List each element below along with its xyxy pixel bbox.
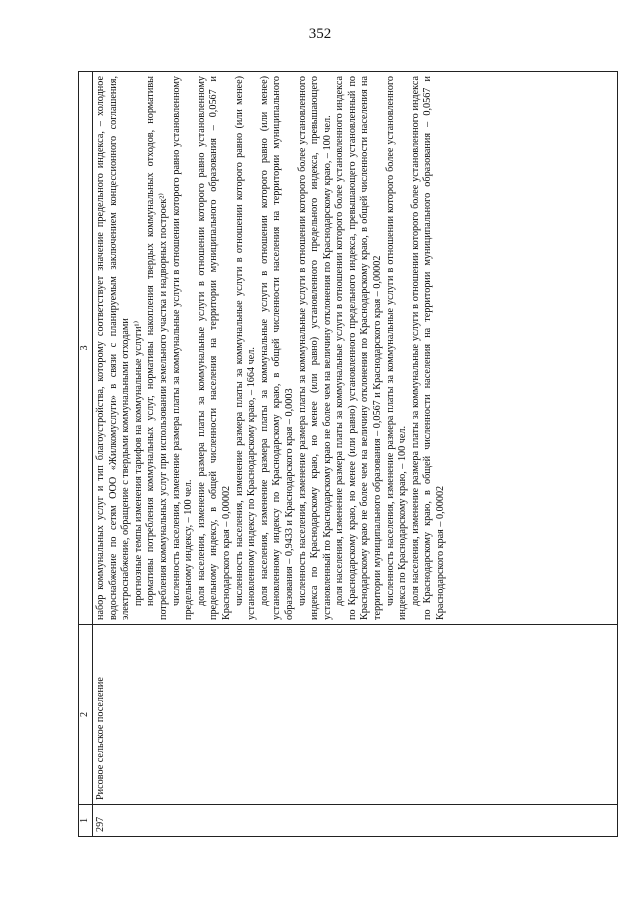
paragraph: доля населения, изменение размера платы за коммунальные услуги в отношении которого равно (или менее) установленному индексу по Краснодарскому краю, в общей численности населения на территории муниципального образования – 0,9433 и Краснодарского края – 0,0003 — [258, 76, 295, 620]
paragraph: набор коммунальных услуг и тип благоустройства, которому соответствует значение предельного индекса, – холодное водоснабжение по сетям ООО «Жилкомуслуги» в связи с планируемым заключением концессионного соглашения, электроснабжение, обращение с твердыми коммунальными отходами — [95, 76, 132, 620]
paragraph: нормативы потребления коммунальных услуг, нормативы накопления твердых коммунальных отходов, нормативы потребления коммунальных услуг при использовании земельного участка и надворных построек²⁾ — [145, 76, 169, 620]
paragraph: доля населения, изменение размера платы за коммунальные услуги в отношении которого равно установленному предельному индексу, в общей численности населения на территории муниципального образования – 0,0567 и Краснодарского края – 0,00002 — [195, 76, 232, 620]
header-col-2: 2 — [79, 625, 93, 805]
settlement-name: Рисовое сельское поселение — [93, 625, 618, 805]
header-col-1: 1 — [79, 805, 93, 837]
page-number: 352 — [308, 26, 332, 42]
row-number: 297 — [93, 805, 618, 837]
paragraph: прогнозные темпы изменения тарифов на коммунальные услуги¹⁾ — [132, 320, 144, 606]
row-content — [93, 72, 618, 625]
tariff-table — [78, 71, 618, 837]
paragraph: численность населения, изменение размера платы за коммунальные услуги в отношении которого равно (или менее) установленному индексу по Краснодарскому краю, – 1664 чел. — [233, 76, 258, 620]
header-row — [79, 72, 93, 837]
paragraph: численность населения, изменение размера платы за коммунальные услуги в отношении которого более установленного индекса по Краснодарскому краю, – 100 чел. — [384, 76, 409, 620]
paragraph: доля населения, изменение размера платы за коммунальные услуги в отношении которого более установленного индекса по Краснодарскому краю, в общей численности населения на территории муниципального образования – 0,0567 и Краснодарского края – 0,00002 — [409, 76, 447, 620]
table-container — [78, 72, 618, 837]
table-row — [93, 72, 618, 837]
paragraph: доля населения, изменение размера платы за коммунальные услуги в отношении которого более установленного индекса по Краснодарскому краю, но менее (или равно) установленного предельного индекса, превышающего установленный по Краснодарскому краю не более чем на величину отклонения по Краснодарскому краю, в общей численности населения на территории муниципального образования – 0,0567 и Краснодарского края – 0,00002 — [334, 76, 384, 620]
header-col-3: 3 — [79, 72, 93, 625]
paragraph: численность населения, изменение размера платы за коммунальные услуги в отношении которого равно установленному предельному индексу, – 100 чел. — [170, 76, 195, 620]
rotated-table — [78, 72, 618, 837]
paragraph: численность населения, изменение размера платы за коммунальные услуги в отношении которого более установленного индекса по Краснодарскому краю, но менее (или равно) установленного предельного индекса, превышающего установленный по Краснодарскому краю не более чем на величину отклонения по Краснодарскому краю, – 100 чел. — [296, 76, 333, 620]
